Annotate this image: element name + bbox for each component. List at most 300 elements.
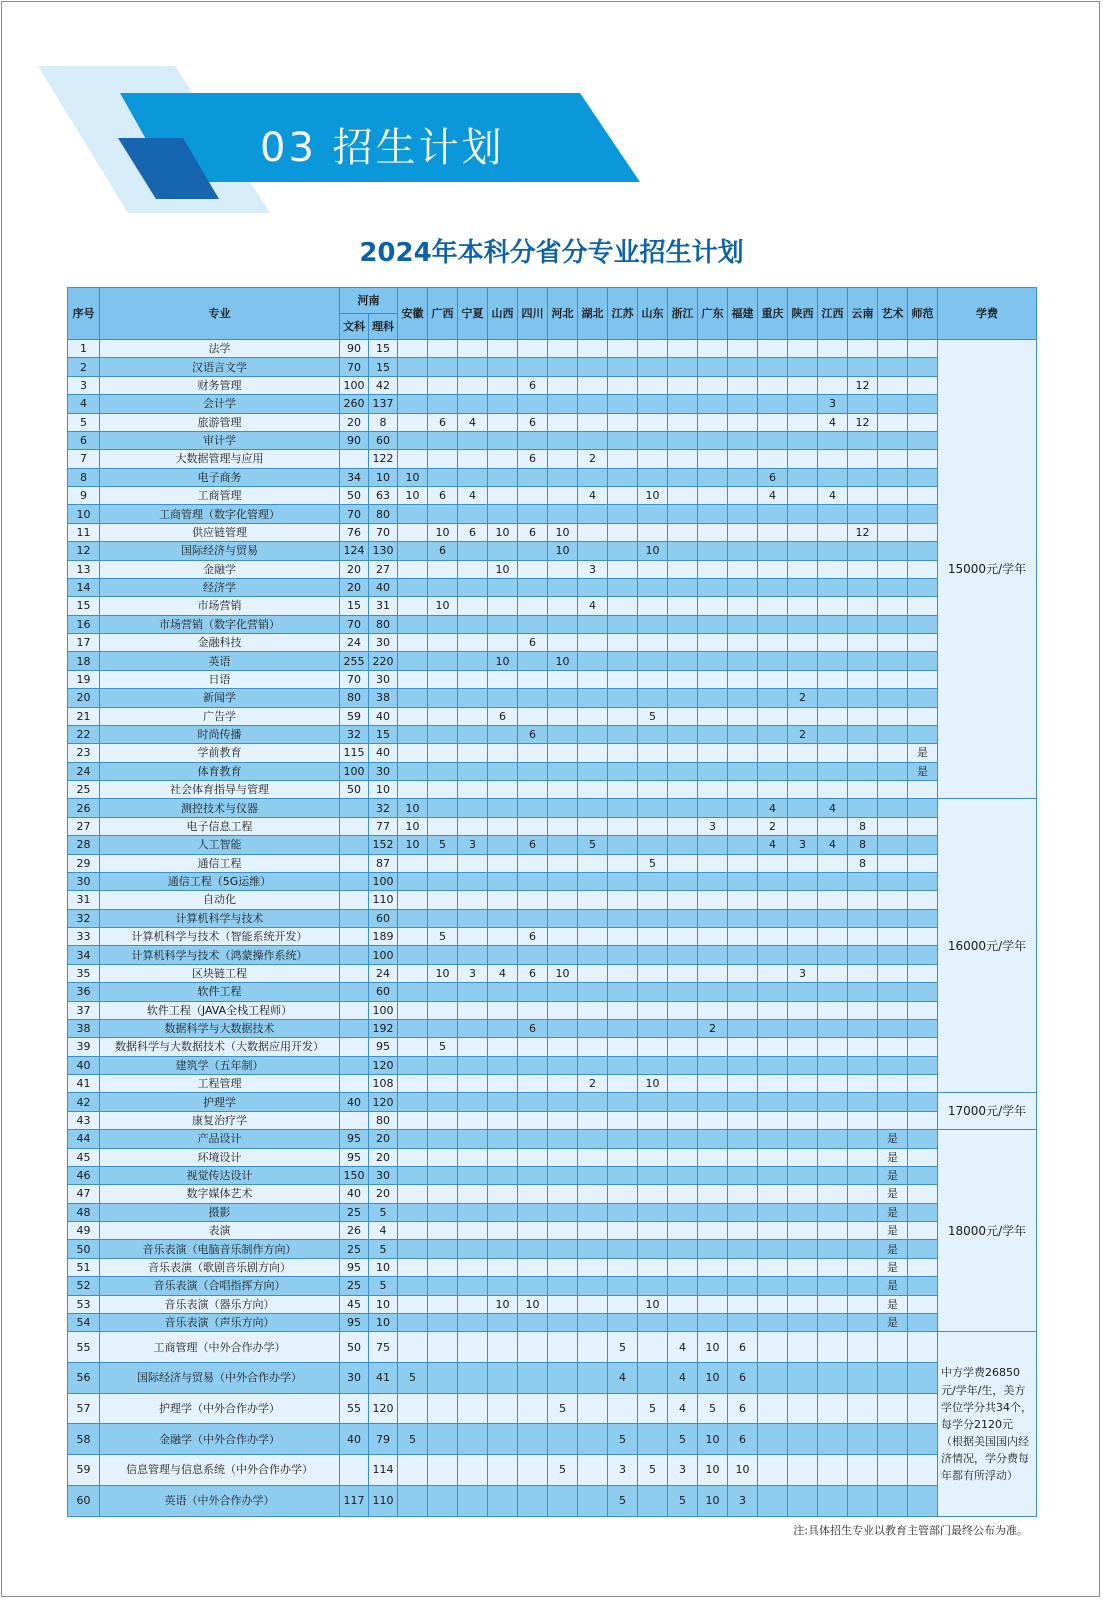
province-quota [668, 670, 698, 688]
province-quota [908, 707, 938, 725]
province-quota [518, 1455, 548, 1486]
province-quota [758, 983, 788, 1001]
province-quota [398, 1240, 428, 1258]
province-quota [728, 744, 758, 762]
province-quota [608, 817, 638, 835]
major-name: 汉语言文学 [100, 358, 340, 376]
province-quota [398, 689, 428, 707]
henan-arts-value: 95 [340, 1148, 369, 1166]
province-quota [818, 1277, 848, 1295]
henan-arts-value: 117 [340, 1485, 369, 1516]
province-quota [608, 652, 638, 670]
province-quota [398, 505, 428, 523]
province-quota [788, 707, 818, 725]
tuition-fee: 17000元/学年 [938, 1093, 1037, 1130]
province-quota [458, 872, 488, 890]
row-index: 31 [68, 891, 100, 909]
province-quota [398, 928, 428, 946]
province-quota [608, 1001, 638, 1019]
province-quota [728, 560, 758, 578]
table-row [68, 1203, 1037, 1221]
table-row [68, 891, 1037, 909]
province-quota [908, 1393, 938, 1424]
header-province: 宁夏 [458, 288, 488, 340]
province-quota [608, 725, 638, 743]
province-quota [428, 1166, 458, 1184]
table-row [68, 1393, 1037, 1424]
province-quota [638, 505, 668, 523]
province-quota [518, 1313, 548, 1331]
row-index: 30 [68, 872, 100, 890]
province-quota [638, 1148, 668, 1166]
province-quota [578, 964, 608, 982]
major-name: 金融科技 [100, 634, 340, 652]
table-row [68, 1093, 1037, 1111]
row-index: 41 [68, 1075, 100, 1093]
province-quota [728, 1038, 758, 1056]
table-row [68, 1222, 1037, 1240]
province-quota [518, 1393, 548, 1424]
province-quota [458, 1111, 488, 1129]
province-quota [848, 891, 878, 909]
province-quota [758, 634, 788, 652]
province-quota [488, 468, 518, 486]
province-quota [638, 670, 668, 688]
table-row [68, 744, 1037, 762]
province-quota [428, 725, 458, 743]
province-quota [608, 964, 638, 982]
row-index: 39 [68, 1038, 100, 1056]
henan-science-value: 42 [369, 376, 398, 394]
henan-science-value: 15 [369, 358, 398, 376]
province-quota [698, 836, 728, 854]
province-quota [818, 1038, 848, 1056]
henan-arts-value [340, 909, 369, 927]
province-quota: 5 [548, 1455, 578, 1486]
province-quota [518, 468, 548, 486]
province-quota: 5 [428, 1038, 458, 1056]
province-quota [638, 817, 668, 835]
province-quota [668, 872, 698, 890]
province-quota [638, 468, 668, 486]
province-quota [818, 450, 848, 468]
province-quota [818, 1130, 848, 1148]
table-row [68, 1056, 1037, 1074]
province-quota [668, 946, 698, 964]
province-quota [458, 1203, 488, 1221]
henan-arts-value: 70 [340, 615, 369, 633]
province-quota [548, 1203, 578, 1221]
province-quota [578, 983, 608, 1001]
province-quota [758, 1166, 788, 1184]
province-quota [398, 578, 428, 596]
province-quota [908, 928, 938, 946]
province-quota: 5 [638, 1393, 668, 1424]
province-quota [728, 854, 758, 872]
province-quota [458, 1393, 488, 1424]
header-province: 山西 [488, 288, 518, 340]
province-quota [758, 1313, 788, 1331]
province-quota [878, 836, 908, 854]
province-quota [398, 523, 428, 541]
row-index: 1 [68, 340, 100, 358]
province-quota [728, 983, 758, 1001]
major-name: 通信工程（5G运维） [100, 872, 340, 890]
province-quota [548, 909, 578, 927]
province-quota [428, 450, 458, 468]
province-quota [548, 1240, 578, 1258]
province-quota [428, 1295, 458, 1313]
province-quota [518, 395, 548, 413]
province-quota [428, 1455, 458, 1486]
province-quota [638, 450, 668, 468]
province-quota [548, 891, 578, 909]
province-quota [698, 872, 728, 890]
header-province: 广西 [428, 288, 458, 340]
province-quota [758, 689, 788, 707]
henan-arts-value: 124 [340, 542, 369, 560]
province-quota [878, 891, 908, 909]
province-quota [458, 376, 488, 394]
province-quota [668, 1148, 698, 1166]
henan-arts-value: 70 [340, 505, 369, 523]
province-quota [638, 689, 668, 707]
province-quota [608, 781, 638, 799]
province-quota [488, 1093, 518, 1111]
province-quota [488, 376, 518, 394]
province-quota [698, 450, 728, 468]
province-quota [818, 1185, 848, 1203]
major-name: 自动化 [100, 891, 340, 909]
province-quota [548, 762, 578, 780]
province-quota [608, 1295, 638, 1313]
major-name: 计算机科学与技术 [100, 909, 340, 927]
province-quota [398, 652, 428, 670]
province-quota [458, 799, 488, 817]
province-quota [638, 578, 668, 596]
province-quota: 6 [728, 1332, 758, 1363]
province-quota [518, 505, 548, 523]
province-quota [398, 872, 428, 890]
province-quota [668, 597, 698, 615]
province-quota [668, 634, 698, 652]
province-quota [758, 1424, 788, 1455]
province-quota [908, 1148, 938, 1166]
province-quota [458, 744, 488, 762]
province-quota [758, 928, 788, 946]
province-quota: 4 [578, 597, 608, 615]
henan-science-value: 30 [369, 762, 398, 780]
row-index: 53 [68, 1295, 100, 1313]
province-quota [788, 1313, 818, 1331]
table-row [68, 1148, 1037, 1166]
province-quota [488, 1185, 518, 1203]
province-quota [488, 1203, 518, 1221]
province-quota [608, 762, 638, 780]
table-row [68, 670, 1037, 688]
province-quota [878, 817, 908, 835]
province-quota [428, 891, 458, 909]
province-quota [668, 450, 698, 468]
province-quota [818, 358, 848, 376]
province-quota: 12 [848, 413, 878, 431]
province-quota [908, 413, 938, 431]
province-quota [668, 1185, 698, 1203]
province-quota [698, 505, 728, 523]
province-quota: 10 [698, 1455, 728, 1486]
row-index: 54 [68, 1313, 100, 1331]
major-name: 国际经济与贸易 [100, 542, 340, 560]
province-quota [848, 1258, 878, 1276]
province-quota [458, 928, 488, 946]
province-quota [818, 781, 848, 799]
province-quota [518, 707, 548, 725]
province-quota [758, 1332, 788, 1363]
henan-science-value: 110 [369, 1485, 398, 1516]
henan-science-value: 63 [369, 487, 398, 505]
province-quota [788, 523, 818, 541]
province-quota [818, 909, 848, 927]
province-quota: 12 [848, 376, 878, 394]
henan-arts-value: 15 [340, 597, 369, 615]
header-province: 广东 [698, 288, 728, 340]
henan-arts-value: 24 [340, 634, 369, 652]
province-quota [608, 1038, 638, 1056]
province-quota [398, 744, 428, 762]
province-quota [518, 744, 548, 762]
province-quota [458, 1075, 488, 1093]
province-quota [908, 1222, 938, 1240]
province-quota [668, 1166, 698, 1184]
henan-science-value: 40 [369, 578, 398, 596]
henan-science-value: 192 [369, 1019, 398, 1037]
province-quota: 10 [398, 487, 428, 505]
province-quota [548, 376, 578, 394]
province-quota: 3 [608, 1455, 638, 1486]
province-quota: 10 [488, 523, 518, 541]
province-quota [848, 689, 878, 707]
header-province: 浙江 [668, 288, 698, 340]
province-quota [758, 1075, 788, 1093]
province-quota [668, 909, 698, 927]
province-quota [578, 1001, 608, 1019]
province-quota [788, 1332, 818, 1363]
province-quota: 是 [878, 1295, 908, 1313]
province-quota [668, 689, 698, 707]
province-quota [398, 1093, 428, 1111]
province-quota [518, 909, 548, 927]
province-quota [668, 578, 698, 596]
section-title: 03 招生计划 [260, 125, 505, 171]
province-quota [458, 597, 488, 615]
province-quota: 6 [428, 542, 458, 560]
table-row [68, 725, 1037, 743]
province-quota [788, 1203, 818, 1221]
table-row [68, 1166, 1037, 1184]
province-quota [788, 817, 818, 835]
henan-science-value: 41 [369, 1362, 398, 1393]
province-quota [548, 505, 578, 523]
province-quota: 4 [758, 799, 788, 817]
province-quota [698, 634, 728, 652]
province-quota [608, 358, 638, 376]
province-quota [638, 1240, 668, 1258]
province-quota [458, 1093, 488, 1111]
province-quota [698, 1240, 728, 1258]
province-quota: 4 [608, 1362, 638, 1393]
province-quota [908, 1313, 938, 1331]
province-quota [488, 1393, 518, 1424]
henan-science-value: 189 [369, 928, 398, 946]
province-quota [788, 1295, 818, 1313]
province-quota [878, 634, 908, 652]
province-quota [578, 799, 608, 817]
province-quota [758, 523, 788, 541]
province-quota [398, 854, 428, 872]
henan-arts-value [340, 964, 369, 982]
province-quota [848, 1295, 878, 1313]
province-quota [608, 615, 638, 633]
table-row [68, 542, 1037, 560]
table-row [68, 854, 1037, 872]
province-quota [608, 928, 638, 946]
province-quota [758, 909, 788, 927]
province-quota [488, 1240, 518, 1258]
province-quota [788, 1258, 818, 1276]
province-quota [398, 1393, 428, 1424]
province-quota [848, 1130, 878, 1148]
province-quota [488, 340, 518, 358]
province-quota [578, 1111, 608, 1129]
province-quota [578, 891, 608, 909]
province-quota [698, 340, 728, 358]
major-name: 数据科学与大数据技术 [100, 1019, 340, 1037]
row-index: 52 [68, 1277, 100, 1295]
province-quota [878, 1019, 908, 1037]
province-quota [398, 1019, 428, 1037]
province-quota [758, 946, 788, 964]
province-quota: 10 [398, 468, 428, 486]
province-quota [698, 670, 728, 688]
province-quota [398, 1295, 428, 1313]
province-quota [518, 946, 548, 964]
province-quota [668, 707, 698, 725]
henan-science-value: 32 [369, 799, 398, 817]
province-quota: 5 [428, 928, 458, 946]
province-quota [548, 817, 578, 835]
province-quota [908, 634, 938, 652]
province-quota [428, 1222, 458, 1240]
province-quota [548, 1332, 578, 1363]
province-quota [818, 1295, 848, 1313]
province-quota [608, 1277, 638, 1295]
province-quota [578, 340, 608, 358]
henan-arts-value [340, 836, 369, 854]
major-name: 音乐表演（器乐方向） [100, 1295, 340, 1313]
province-quota [398, 1277, 428, 1295]
major-name: 法学 [100, 340, 340, 358]
table-row [68, 983, 1037, 1001]
province-quota [518, 1424, 548, 1455]
province-quota [518, 487, 548, 505]
major-name: 广告学 [100, 707, 340, 725]
province-quota [518, 578, 548, 596]
province-quota [758, 1019, 788, 1037]
province-quota: 3 [458, 836, 488, 854]
province-quota: 2 [698, 1019, 728, 1037]
province-quota [848, 450, 878, 468]
row-index: 33 [68, 928, 100, 946]
province-quota [428, 1148, 458, 1166]
province-quota: 5 [428, 836, 458, 854]
henan-science-value: 137 [369, 395, 398, 413]
province-quota [578, 909, 608, 927]
province-quota [878, 928, 908, 946]
major-name: 视觉传达设计 [100, 1166, 340, 1184]
province-quota [608, 376, 638, 394]
province-quota [458, 854, 488, 872]
province-quota [848, 707, 878, 725]
header-province: 艺术 [878, 288, 908, 340]
province-quota [788, 1130, 818, 1148]
province-quota [698, 744, 728, 762]
table-body [68, 340, 1037, 1517]
major-name: 建筑学（五年制） [100, 1056, 340, 1074]
province-quota [728, 891, 758, 909]
province-quota [548, 1277, 578, 1295]
province-quota [608, 413, 638, 431]
province-quota [908, 1455, 938, 1486]
province-quota [608, 1111, 638, 1129]
province-quota: 6 [728, 1424, 758, 1455]
province-quota [638, 560, 668, 578]
province-quota [908, 395, 938, 413]
major-name: 学前教育 [100, 744, 340, 762]
province-quota [458, 560, 488, 578]
province-quota [578, 1240, 608, 1258]
province-quota [698, 1277, 728, 1295]
province-quota [878, 340, 908, 358]
province-quota [488, 762, 518, 780]
province-quota: 5 [608, 1485, 638, 1516]
henan-arts-value: 50 [340, 1332, 369, 1363]
province-quota [758, 1222, 788, 1240]
table-row [68, 781, 1037, 799]
province-quota [728, 615, 758, 633]
province-quota [578, 1166, 608, 1184]
province-quota [548, 615, 578, 633]
henan-science-value: 77 [369, 817, 398, 835]
table-row [68, 597, 1037, 615]
province-quota [458, 1295, 488, 1313]
major-name: 人工智能 [100, 836, 340, 854]
row-index: 11 [68, 523, 100, 541]
province-quota [788, 928, 818, 946]
henan-arts-value [340, 946, 369, 964]
province-quota [518, 781, 548, 799]
province-quota [848, 1093, 878, 1111]
province-quota [848, 670, 878, 688]
province-quota [788, 1424, 818, 1455]
table-row [68, 1332, 1037, 1363]
province-quota [398, 542, 428, 560]
province-quota [458, 1185, 488, 1203]
province-quota [488, 1148, 518, 1166]
henan-science-value: 70 [369, 523, 398, 541]
province-quota [638, 1485, 668, 1516]
table-row [68, 836, 1037, 854]
province-quota [758, 560, 788, 578]
